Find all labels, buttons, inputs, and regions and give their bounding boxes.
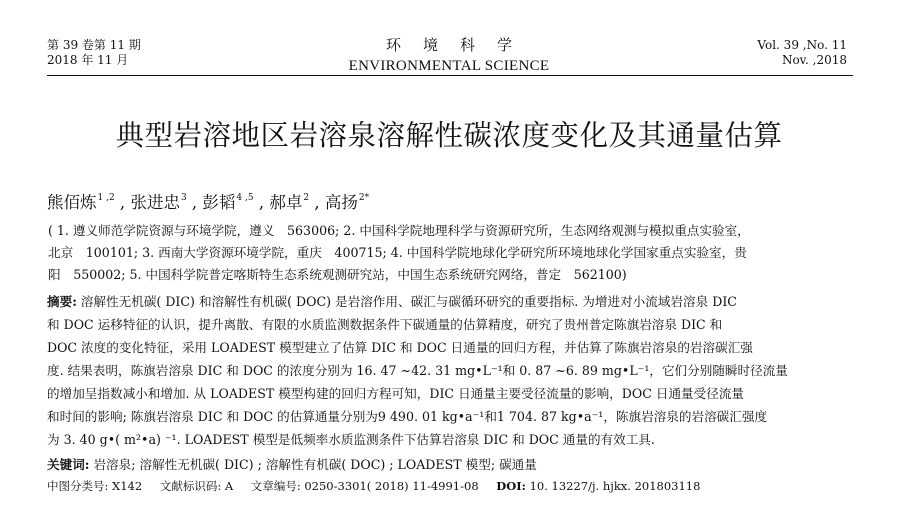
abstract-text: 溶解性无机碳( DIC) 和溶解性有机碳( DOC) 是岩溶作用、碳汇与碳循环研究的重要指标. 为增进对小流域岩溶泉 DIC [80,294,737,309]
affiliation-line: 北京 100101; 3. 西南大学资源环境学院，重庆 400715; 4. 中国科学院地球化学研究所环境地球化学国家重点实验室，贵 [48,245,747,260]
author-list [47,187,369,214]
abstract-line: 和时间的影响; 陈旗岩溶泉 DIC 和 DOC 的估算通量分别为9 490. 01 kg•a⁻¹和1 704. 87 kg•a⁻¹，陈旗岩溶泉的岩溶碳汇强度 [47,409,768,424]
journal-name-cn: 环境科学 [385,36,534,54]
author-name: 熊佰炼 [47,193,97,212]
affiliation-line: 阳 550002; 5. 中国科学院普定喀斯特生态系统观测研究站，中国生态系统研究网络，普定 562100) [48,267,627,282]
abstract-line: 为 3. 40 g•( m²•a) ⁻¹. LOADEST 模型是低频率水质监测条件下估算岩溶泉 DIC 和 DOC 通量的有效工具. [47,432,655,447]
abstract-line: DOC 浓度的变化特征，采用 LOADEST 模型建立了估算 DIC 和 DOC 日通量的回归方程，并估算了陈旗岩溶泉的岩溶碳汇强 [47,340,753,355]
author-separator: , [114,193,126,212]
keywords-line [47,456,537,473]
doc-code-label: 文献标识码: [159,479,222,493]
keywords-text: 岩溶泉; 溶解性无机碳( DIC) ; 溶解性有机碳( DOC) ; LOADEST 模型; 碳通量 [93,457,537,472]
issue-en: Vol. 39 ,No. 11 [757,38,847,52]
header-divider [47,75,853,76]
article-meta-line [47,479,700,494]
author-name: 高扬 [324,193,358,212]
journal-name-en: ENVIRONMENTAL SCIENCE [348,58,550,74]
date-en: Nov. ,2018 [781,53,847,67]
article-no-value: 0250-3301( 2018) 11-4991-08 [304,479,479,493]
author-separator: , [253,193,265,212]
issue-cn: 第 39 卷第 11 期 [47,38,141,52]
author-affiliation-mark: 4 ,5 [236,193,254,203]
doi-value: 10. 13227/j. hjkx. 201803118 [529,479,701,493]
clc-label: 中图分类号: [47,479,109,493]
journal-issue-en-block [757,38,847,68]
author-name: 郝卓 [269,193,303,212]
abstract-line: 和 DOC 运移特征的认识，提升离散、有限的水质监测数据条件下碳通量的估算精度，研究了贵州普定陈旗岩溶泉 DIC 和 [47,317,723,332]
author-affiliation-mark: 3 [180,193,187,203]
author-affiliation-mark: 1 ,2 [97,193,115,203]
date-cn: 2018 年 11 月 [47,53,129,67]
author-name: 彭韬 [202,193,236,212]
affiliation-line: ( 1. 遵义师范学院资源与环境学院，遵义 563006; 2. 中国科学院地理科学与资源研究所，生态网络观测与模拟重点实验室， [48,223,750,238]
clc-value: X142 [112,479,143,493]
doi-label: DOI: [496,479,526,493]
keywords-label: 关键词: [47,457,90,472]
paper-title: 典型岩溶地区岩溶泉溶解性碳浓度变化及其通量估算 [115,119,783,152]
article-no-label: 文章编号: [250,479,301,493]
abstract-line: 的增加呈指数减小和增加. 从 LOADEST 模型构建的回归方程可知，DIC 日通量主要受径流量的影响，DOC 日通量受径流量 [47,386,745,401]
abstract-label: 摘要: [47,294,77,309]
author-affiliation-mark: 2 [303,193,310,203]
author-separator: , [309,193,320,212]
abstract-line: 度. 结果表明，陈旗岩溶泉 DIC 和 DOC 的浓度分别为 16. 47 ~42. 31 mg•L⁻¹和 0. 87 ~6. 89 mg•L⁻¹，它们分别随瞬时径流量 [47,363,788,378]
abstract-line [47,293,737,310]
doc-code-value: A [224,479,234,493]
author-name: 张进忠 [130,193,180,212]
author-separator: , [186,193,198,212]
author-affiliation-mark: 2* [358,193,370,203]
